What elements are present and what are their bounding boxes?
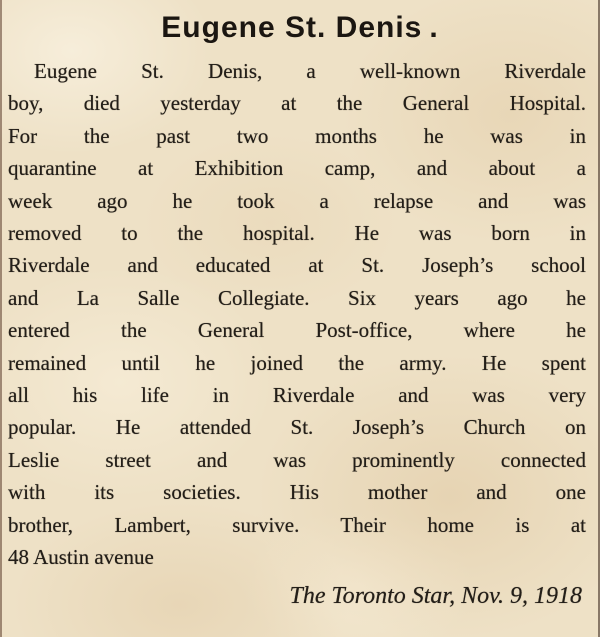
article-body (8, 55, 586, 574)
article-line: with its societies. His mother and one (8, 480, 586, 505)
article-line: popular. He attended St. Joseph’s Church on (8, 415, 586, 440)
article-line: brother, Lambert, survive. Their home is at (8, 512, 586, 537)
article-line: Leslie street and was prominently connected (8, 447, 586, 472)
article-line: remained until he joined the army. He spent (8, 350, 586, 375)
article-line: quarantine at Exhibition camp, and about a (8, 156, 586, 181)
article-line: Eugene St. Denis, a well-known Riverdale (34, 59, 586, 83)
attribution: The Toronto Star, Nov. 9, 1918 (289, 582, 582, 609)
article-line: For the past two months he was in (8, 123, 586, 148)
article-line: entered the General Post-office, where he (8, 318, 586, 343)
article-line: all his life in Riverdale and was very (8, 383, 586, 408)
article-line: and La Salle Collegiate. Six years ago he (8, 285, 586, 310)
article-line: week ago he took a relapse and was (8, 188, 586, 213)
headline: Eugene St. Denis . (161, 11, 439, 44)
article-line: removed to the hospital. He was born in (8, 221, 586, 246)
article-line: boy, died yesterday at the General Hospital. (8, 91, 586, 116)
article-line: Riverdale and educated at St. Joseph’s school (8, 253, 586, 278)
article-line: 48 Austin avenue (8, 545, 154, 570)
